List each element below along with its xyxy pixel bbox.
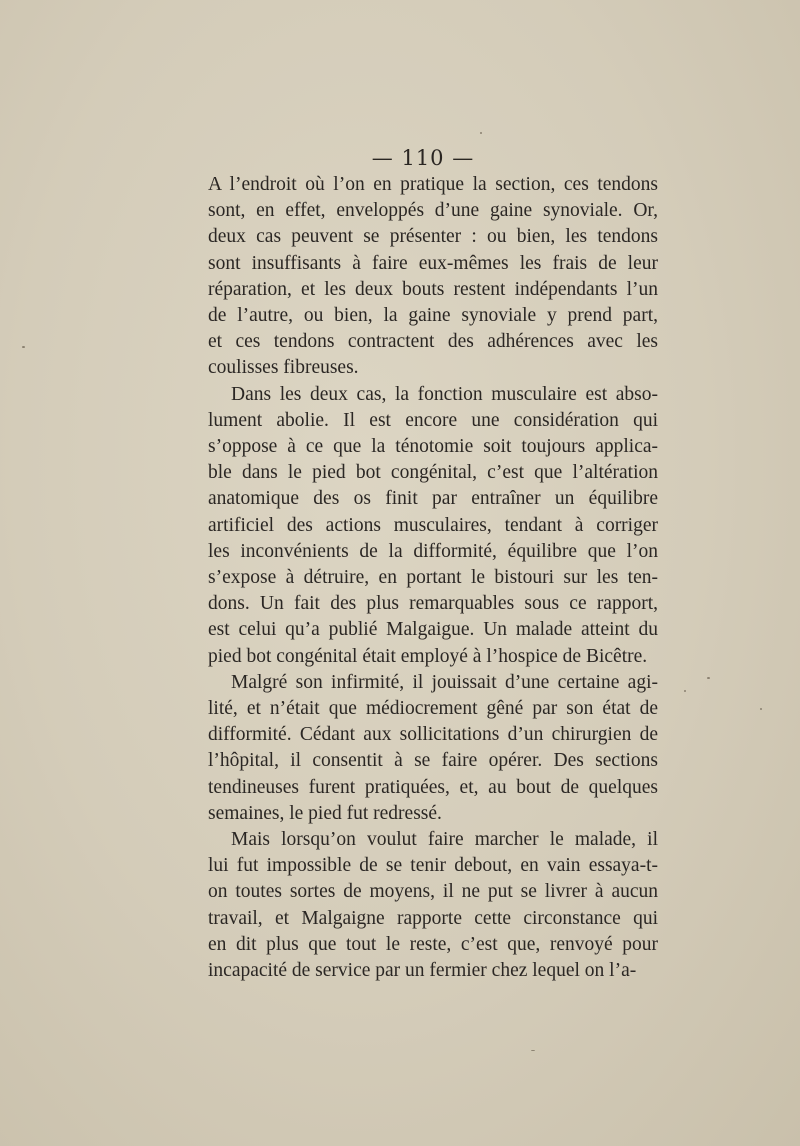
- text-line: et ces tendons contractent des adhérences avec les: [208, 331, 658, 353]
- text-line: anatomique des os finit par entraîner un équilibre: [208, 488, 658, 510]
- page-number: — 110 —: [371, 146, 475, 170]
- text-line: sont insuffisants à faire eux-mêmes les frais de leur: [208, 252, 658, 274]
- text-line: travail, et Malgaigne rapporte cette circonstance qui: [208, 907, 658, 929]
- text-line: s’oppose à ce que la ténotomie soit toujours applica-: [208, 436, 658, 458]
- paragraph: [208, 827, 658, 984]
- text-line: Malgré son infirmité, il jouissait d’une certaine agi-: [231, 671, 658, 693]
- body-text: [208, 172, 658, 984]
- text-line: tendineuses furent pratiquées, et, au bout de quelques: [208, 776, 658, 798]
- text-line: de l’autre, ou bien, la gaine synoviale y prend part,: [208, 305, 658, 327]
- text-line: l’hôpital, il consentit à se faire opérer. Des sections: [208, 750, 658, 772]
- text-line: les inconvénients de la difformité, équilibre que l’on: [208, 540, 658, 562]
- text-line: semaines, le pied fut redressé.: [208, 802, 442, 824]
- text-line: dons. Un fait des plus remarquables sous ce rapport,: [208, 593, 658, 615]
- text-line: artificiel des actions musculaires, tendant à corriger: [208, 514, 658, 536]
- text-line: incapacité de service par un fermier chez lequel on l’a-: [208, 960, 637, 982]
- text-line: est celui qu’a publié Malgaigue. Un malade atteint du: [208, 619, 658, 641]
- text-line: on toutes sortes de moyens, il ne put se livrer à aucun: [208, 881, 658, 903]
- text-line: réparation, et les deux bouts restent indépendants l’un: [208, 278, 658, 300]
- paragraph: [208, 382, 658, 670]
- text-line: en dit plus que tout le reste, c’est que, renvoyé pour: [208, 933, 658, 955]
- text-line: s’expose à détruire, en portant le bistouri sur les ten-: [208, 567, 658, 589]
- text-line: A l’endroit où l’on en pratique la section, ces tendons: [208, 174, 658, 195]
- text-line: lui fut impossible de se tenir debout, en vain essaya-t-: [208, 855, 658, 877]
- paragraph: [208, 670, 658, 827]
- text-line: lité, et n’était que médiocrement gêné par son état de: [208, 698, 658, 720]
- text-line: difformité. Cédant aux sollicitations d’un chirurgien de: [208, 724, 658, 746]
- text-line: Mais lorsqu’on voulut faire marcher le malade, il: [231, 829, 658, 851]
- text-line: Dans les deux cas, la fonction musculaire est abso-: [231, 383, 658, 405]
- text-line: pied bot congénital était employé à l’hospice de Bicêtre.: [208, 645, 648, 667]
- text-line: ble dans le pied bot congénital, c’est que l’altération: [208, 462, 658, 484]
- text-line: lument abolie. Il est encore une considération qui: [208, 409, 658, 431]
- text-line: coulisses fibreuses.: [208, 357, 359, 379]
- text-line: sont, en effet, enveloppés d’une gaine synoviale. Or,: [208, 200, 658, 222]
- paragraph: [208, 172, 658, 382]
- text-line: deux cas peuvent se présenter : ou bien, les tendons: [208, 226, 658, 248]
